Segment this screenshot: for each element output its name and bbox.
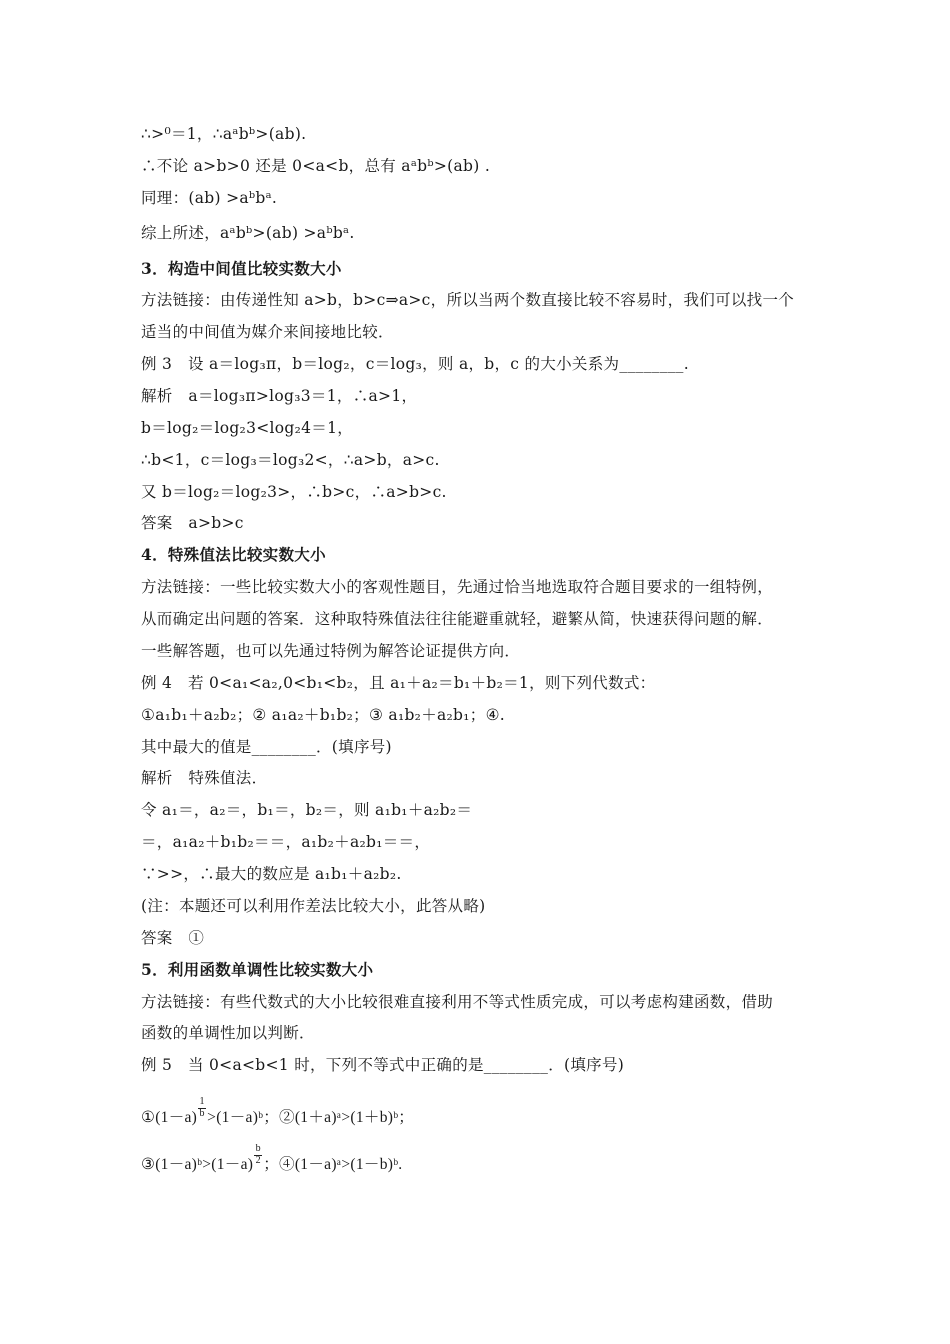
answer-line: 答案 a>b>c	[141, 514, 244, 532]
note-line: (注：本题还可以利用作差法比较大小，此答从略)	[141, 897, 486, 915]
formula-line-2	[141, 1143, 821, 1176]
formula-line-1	[141, 1096, 821, 1129]
text-line: 同理：(ab) >aᵇbᵃ.	[141, 189, 278, 207]
text-line: 又 b＝log₂＝log₂3>，∴b>c，∴a>b>c.	[141, 483, 447, 501]
answer-line: 答案 ①	[141, 929, 205, 947]
example-line: 例 5 当 0<a<b<1 时，下列不等式中正确的是________．(填序号)	[141, 1056, 625, 1074]
text-line: 方法链接：一些比较实数大小的客观性题目，先通过恰当地选取符合题目要求的一组特例，	[141, 578, 774, 596]
text-line: ∴不论 a>b>0 还是 0<a<b，总有 aᵃbᵇ>(ab) .	[141, 157, 491, 175]
text-line: 综上所述，aᵃbᵇ>(ab) >aᵇbᵃ.	[141, 224, 355, 242]
text-line: 方法链接：由传递性知 a>b，b>c⇒a>c，所以当两个数直接比较不容易时，我们可以找一个	[141, 291, 795, 309]
text-line: ∴b<1，c＝log₃＝log₃2<，∴a>b，a>c.	[141, 451, 440, 469]
text-line: 一些解答题，也可以先通过特例为解答论证提供方向．	[141, 642, 521, 660]
section-heading: 5．利用函数单调性比较实数大小	[141, 960, 374, 979]
text-line: ∵>>，∴最大的数应是 a₁b₁＋a₂b₂.	[141, 865, 402, 883]
text-line: 令 a₁＝，a₂＝，b₁＝，b₂＝，则 a₁b₁＋a₂b₂＝	[141, 801, 473, 819]
text-line: ∴>⁰＝1，∴aᵃbᵇ>(ab).	[141, 125, 307, 143]
formula-part: >(1－a)ᵇ；②(1＋a)ᵃ>(1＋b)ᵇ；	[207, 1109, 415, 1126]
example-line: 例 4 若 0<a₁<a₂,0<b₁<b₂，且 a₁＋a₂＝b₁＋b₂＝1，则下列代数式：	[141, 674, 656, 692]
text-line: b＝log₂＝log₂3<log₂4＝1，	[141, 419, 354, 437]
text-line: 其中最大的值是________．(填序号)	[141, 738, 392, 756]
formula-part: ①(1－a)	[141, 1109, 198, 1126]
solution-line: 解析 a＝log₃π>log₃3＝1，∴a>1，	[141, 387, 418, 405]
solution-line: 解析 特殊值法．	[141, 769, 268, 787]
fraction-denominator: 2	[255, 1155, 261, 1166]
formula-part: ；④(1－a)ᵃ>(1－b)ᵇ.	[263, 1156, 403, 1173]
text-line: 从而确定出问题的答案．这种取特殊值法往往能避重就轻，避繁从简，快速获得问题的解．	[141, 610, 774, 628]
fraction-denominator: b	[199, 1108, 205, 1119]
fraction-numerator: 1	[199, 1096, 205, 1107]
example-line: 例 3 设 a＝log₃π，b＝log₂，c＝log₃，则 a，b，c 的大小关系为________.	[141, 355, 689, 373]
text-line: 适当的中间值为媒介来间接地比较．	[141, 323, 394, 341]
text-line: 函数的单调性加以判断．	[141, 1024, 315, 1042]
fraction-numerator: b	[255, 1143, 261, 1154]
text-line: 方法链接：有些代数式的大小比较很难直接利用不等式性质完成，可以考虑构建函数，借助	[141, 993, 774, 1011]
text-line: ①a₁b₁＋a₂b₂；② a₁a₂＋b₁b₂；③ a₁b₂＋a₂b₁；④.	[141, 706, 506, 724]
section-heading: 4．特殊值法比较实数大小	[141, 545, 326, 564]
section-heading: 3．构造中间值比较实数大小	[141, 259, 342, 278]
text-line: ＝，a₁a₂＋b₁b₂＝＝，a₁b₂＋a₂b₁＝＝，	[141, 833, 431, 851]
formula-part: ③(1－a)ᵇ>(1－a)	[141, 1156, 254, 1173]
